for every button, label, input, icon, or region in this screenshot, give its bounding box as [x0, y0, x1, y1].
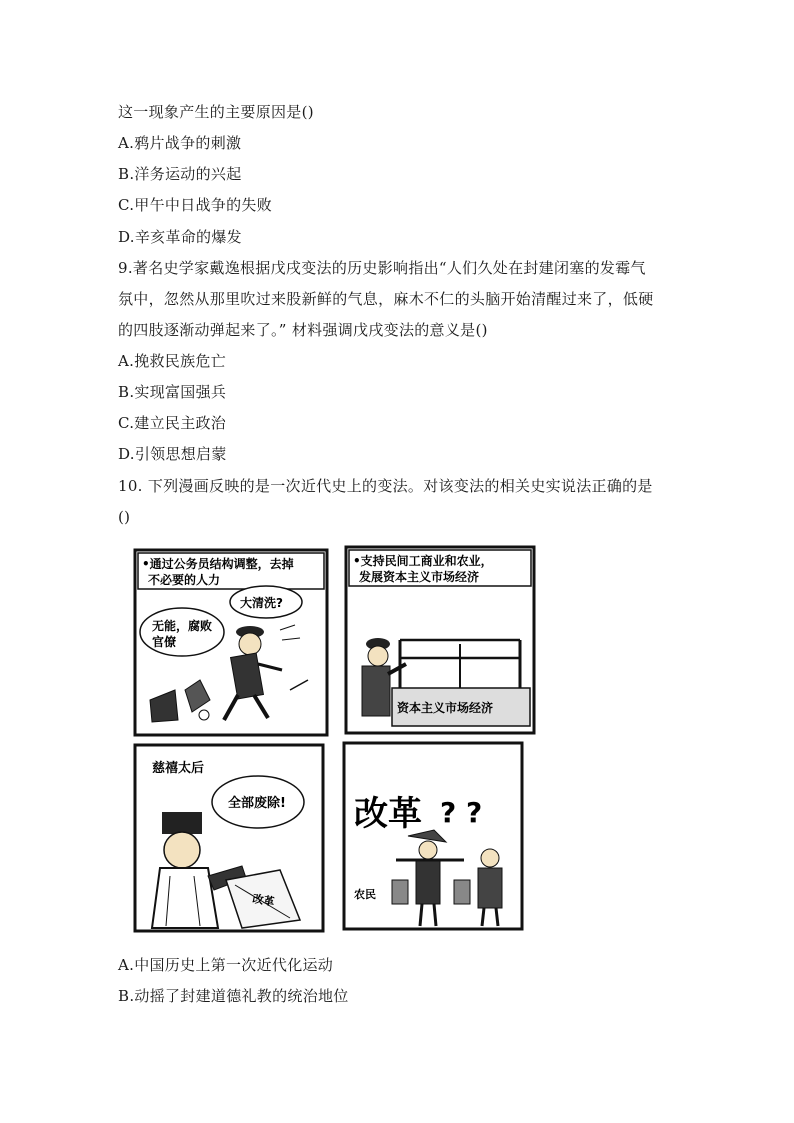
- panel-4-question-marks: ? ?: [440, 796, 483, 829]
- panel-2: [346, 547, 534, 733]
- panel-3: [135, 745, 323, 931]
- panel-2-caption-2: 发展资本主义市场经济: [359, 570, 480, 584]
- q9-stem-line-3: 的四肢逐渐动弹起来了。” 材料强调戊戌变法的意义是(): [118, 321, 488, 339]
- panel-1: [135, 550, 327, 735]
- comic-svg: [130, 540, 540, 940]
- panel-2-caption-1: •支持民间工商业和农业，: [353, 554, 493, 568]
- q9-option-a: A.挽救民族危亡: [118, 352, 227, 370]
- q9-stem-line-1: 9.著名史学家戴逸根据戊戌变法的历史影响指出“人们久处在封建闭塞的发霉气: [118, 259, 646, 277]
- q8-option-b: B.洋务运动的兴起: [118, 165, 242, 183]
- reform-comic: [130, 540, 540, 940]
- panel-4-big-text: 改革: [354, 794, 422, 834]
- q8-option-d: D.辛亥革命的爆发: [118, 228, 242, 246]
- q8-option-c: C.甲午中日战争的失败: [118, 196, 273, 214]
- q10-stem-line-2: (): [118, 508, 131, 526]
- panel-1-bubble-right: 大清洗?: [240, 596, 283, 610]
- panel-1-bubble-left-1: 无能，腐败: [152, 619, 213, 633]
- intro-line: 这一现象产生的主要原因是(): [118, 103, 314, 121]
- panel-2-sign: 资本主义市场经济: [397, 701, 494, 715]
- panel-1-caption-2: 不必要的人力: [148, 573, 221, 587]
- panel-3-label: 慈禧太后: [152, 761, 205, 776]
- panel-4-label: 农民: [354, 888, 376, 901]
- q8-option-a: A.鸦片战争的刺激: [118, 134, 242, 152]
- panel-3-paper: 改革: [251, 892, 276, 909]
- panel-1-bubble-left-2: 官僚: [152, 635, 177, 649]
- q10-stem-line-1: 10. 下列漫画反映的是一次近代史上的变法。对该变法的相关史实说法正确的是: [118, 477, 653, 495]
- panel-1-caption-1: •通过公务员结构调整，去掉: [142, 557, 294, 571]
- panel-3-bubble: 全部废除!: [228, 796, 286, 811]
- q9-option-d: D.引领思想启蒙: [118, 445, 227, 463]
- q9-option-b: B.实现富国强兵: [118, 383, 227, 401]
- panel-4: [344, 743, 522, 929]
- q10-option-a: A.中国历史上第一次近代化运动: [118, 956, 334, 974]
- q10-option-b: B.动摇了封建道德礼教的统治地位: [118, 987, 349, 1005]
- q9-option-c: C.建立民主政治: [118, 414, 227, 432]
- q9-stem-line-2: 氛中，忽然从那里吹过来股新鲜的气息，麻木不仁的头脑开始清醒过来了，低硬: [118, 290, 654, 308]
